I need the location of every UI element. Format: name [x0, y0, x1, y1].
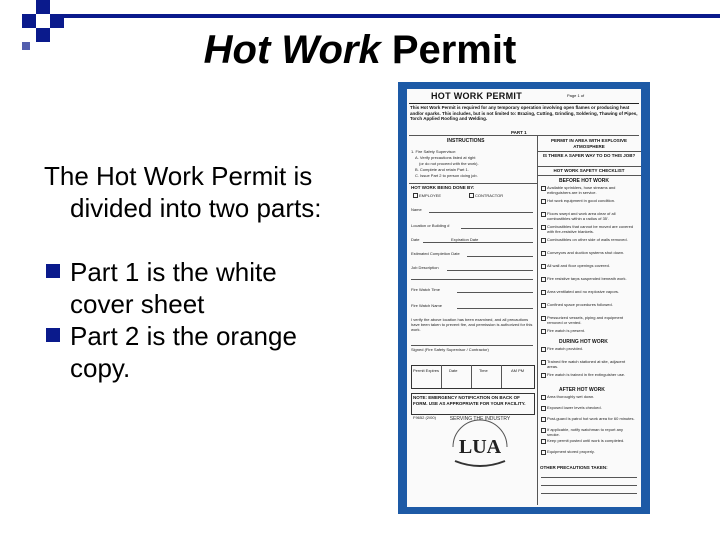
checklist-item: All wall and floor openings covered.	[547, 263, 610, 268]
checklist-checkbox	[541, 225, 546, 230]
slide-title	[0, 28, 720, 73]
checklist-checkbox	[541, 428, 546, 433]
checklist-heading: HOT WORK SAFETY CHECKLIST	[553, 168, 625, 173]
bullet-line: cover sheet	[70, 289, 205, 319]
checklist-checkbox	[541, 450, 546, 455]
permit-intro: This Hot Work Permit is required for any temporary operation involving open flames or producing heat and/or sparks. This includes, but is not limited to: Brazing, Cutting, Grinding, Soldering, Thawing of Pipes, Torch Applied Roofing and Welding.	[410, 105, 638, 121]
checklist-item: Equipment stored properly.	[547, 449, 595, 454]
signed-label: Signed (Fire Safety Supervisor / Contractor)	[411, 347, 489, 352]
field-label: Date	[411, 237, 420, 242]
lua-logo	[445, 407, 515, 477]
checklist-item: Hot work equipment in good condition.	[547, 198, 616, 203]
instructions-heading: INSTRUCTIONS	[447, 138, 485, 144]
title-rest: Permit	[380, 28, 517, 72]
checklist-checkbox	[541, 439, 546, 444]
title-italic: Hot Work	[203, 28, 381, 72]
checklist-checkbox	[541, 406, 546, 411]
field-label: Name	[411, 207, 422, 212]
bullet-line: copy.	[70, 353, 131, 383]
table-col: AM PM	[511, 368, 525, 373]
checklist-checkbox	[541, 303, 546, 308]
during-heading: DURING HOT WORK	[559, 339, 608, 345]
decor-square	[36, 0, 50, 14]
bullet-list	[44, 256, 364, 384]
checklist-checkbox	[541, 199, 546, 204]
bullet-item	[44, 256, 364, 320]
field-label: Fire Watch Time	[411, 287, 440, 292]
checklist-item: If applicable, notify watchman to report any smoke.	[547, 427, 624, 437]
checklist-item: Exposed lower levels checked.	[547, 405, 602, 410]
table-col: Permit Expires	[413, 368, 440, 373]
checklist-checkbox	[541, 290, 546, 295]
checklist-checkbox	[541, 329, 546, 334]
checklist-checkbox	[541, 316, 546, 321]
checklist-item: Pressurized vessels, piping and equipment removed or vented.	[547, 315, 624, 325]
checklist-item: Combustibles on other side of walls removed.	[547, 237, 628, 242]
header-rule	[64, 14, 720, 18]
checklist-checkbox	[541, 277, 546, 282]
field-label: Location or Building #	[411, 223, 450, 228]
checklist-item: Area ventilated and no explosive vapors.	[547, 289, 620, 294]
checklist-checkbox	[541, 238, 546, 243]
checklist-item: Area thoroughly wet down.	[547, 394, 595, 399]
bullet-line: Part 2 is the orange	[70, 321, 297, 351]
permit-document	[398, 82, 650, 514]
logo-ring-text: SERVING THE INDUSTRY	[449, 416, 511, 422]
instruction-line: (or do not proceed with the work).	[419, 161, 479, 166]
decor-square	[22, 14, 36, 28]
checklist-item: Confined space procedures followed.	[547, 302, 613, 307]
checklist-item: Fire resistive tarps suspended beneath work.	[547, 276, 627, 281]
work-by-label: HOT WORK BEING DONE BY:	[411, 185, 475, 190]
instruction-line: B. Complete and retain Part 1.	[415, 167, 469, 172]
verify-text: I verify the above location has been examined, and all precautions have been taken to prevent fire, and permission is authorized for this work.	[411, 317, 533, 332]
intro-line-2: divided into two parts:	[70, 193, 322, 223]
checklist-item: Conveyors and duction systems shut down.	[547, 250, 625, 255]
permit-part1: PART 1	[511, 130, 527, 135]
checklist-checkbox	[541, 417, 546, 422]
checklist-item: Combustibles that cannot be moved are covered with fire-resistive blankets.	[547, 224, 634, 234]
before-heading: BEFORE HOT WORK	[559, 178, 609, 184]
checklist-item: Keep permit posted until work is completed.	[547, 438, 625, 443]
form-code: F9652 (2/00)	[413, 415, 436, 420]
contractor-label: CONTRACTOR	[475, 193, 504, 198]
field-label: Expiration Date	[451, 237, 479, 242]
other-precautions-heading: OTHER PRECAUTIONS TAKEN:	[540, 465, 608, 470]
emergency-note: NOTE: EMERGENCY NOTIFICATION ON BACK OF FORM. USE AS APPROPRIATE FOR YOUR FACILITY.	[413, 395, 526, 406]
employee-label: EMPLOYEE	[419, 193, 442, 198]
decor-square	[50, 14, 64, 28]
bullet-square-icon	[46, 264, 60, 278]
checklist-item: Fire watch is present.	[547, 328, 586, 333]
checklist-checkbox	[541, 395, 546, 400]
field-label: Job Description	[411, 265, 439, 270]
checklist-item: Floors swept and work area clear of all combustibles within a radius of 35'.	[547, 211, 616, 221]
intro-line-1: The Hot Work Permit is	[44, 161, 313, 191]
checklist-checkbox	[541, 251, 546, 256]
field-label: Estimated Completion Date	[411, 251, 460, 256]
instruction-line: A. Verify precautions listed at right	[415, 155, 476, 160]
intro-text	[44, 160, 374, 224]
permit-area-heading: PERMIT IN AREA WITH EXPLOSIVE ATMOSPHERE	[551, 138, 627, 149]
table-col: Time	[479, 368, 488, 373]
table-col: Date	[449, 368, 458, 373]
logo-letters: LUA	[458, 436, 502, 458]
checklist-checkbox	[541, 347, 546, 352]
permit-paper	[407, 89, 641, 507]
bullet-item	[44, 320, 364, 384]
checklist-checkbox	[541, 212, 546, 217]
permit-page-of: Page 1 of	[567, 93, 585, 98]
checklist-item: Post-guard is patrol hot work area for 60 minutes.	[547, 416, 635, 421]
field-label: Fire Watch Name	[411, 303, 442, 308]
after-heading: AFTER HOT WORK	[559, 387, 605, 393]
checklist-item: Fire watch is trained in fire extinguisher use.	[547, 372, 626, 377]
checklist-item: Trained fire watch stationed at site, adjacent areas.	[547, 359, 626, 369]
checklist-checkbox	[541, 360, 546, 365]
bullet-line: Part 1 is the white	[70, 257, 277, 287]
checklist-checkbox	[541, 186, 546, 191]
checklist-item: Fire watch provided.	[547, 346, 584, 351]
permit-header: HOT WORK PERMIT	[431, 91, 522, 101]
instruction-line: 1. Fire Safety Supervisor:	[411, 149, 457, 154]
safer-way-heading: IS THERE A SAFER WAY TO DO THIS JOB?	[542, 153, 636, 158]
instruction-line: C. Issue Part 2 to person doing job.	[415, 173, 478, 178]
bullet-square-icon	[46, 328, 60, 342]
checklist-checkbox	[541, 373, 546, 378]
checklist-item: Available sprinklers, hose streams and extinguishers are in service.	[547, 185, 616, 195]
checklist-checkbox	[541, 264, 546, 269]
